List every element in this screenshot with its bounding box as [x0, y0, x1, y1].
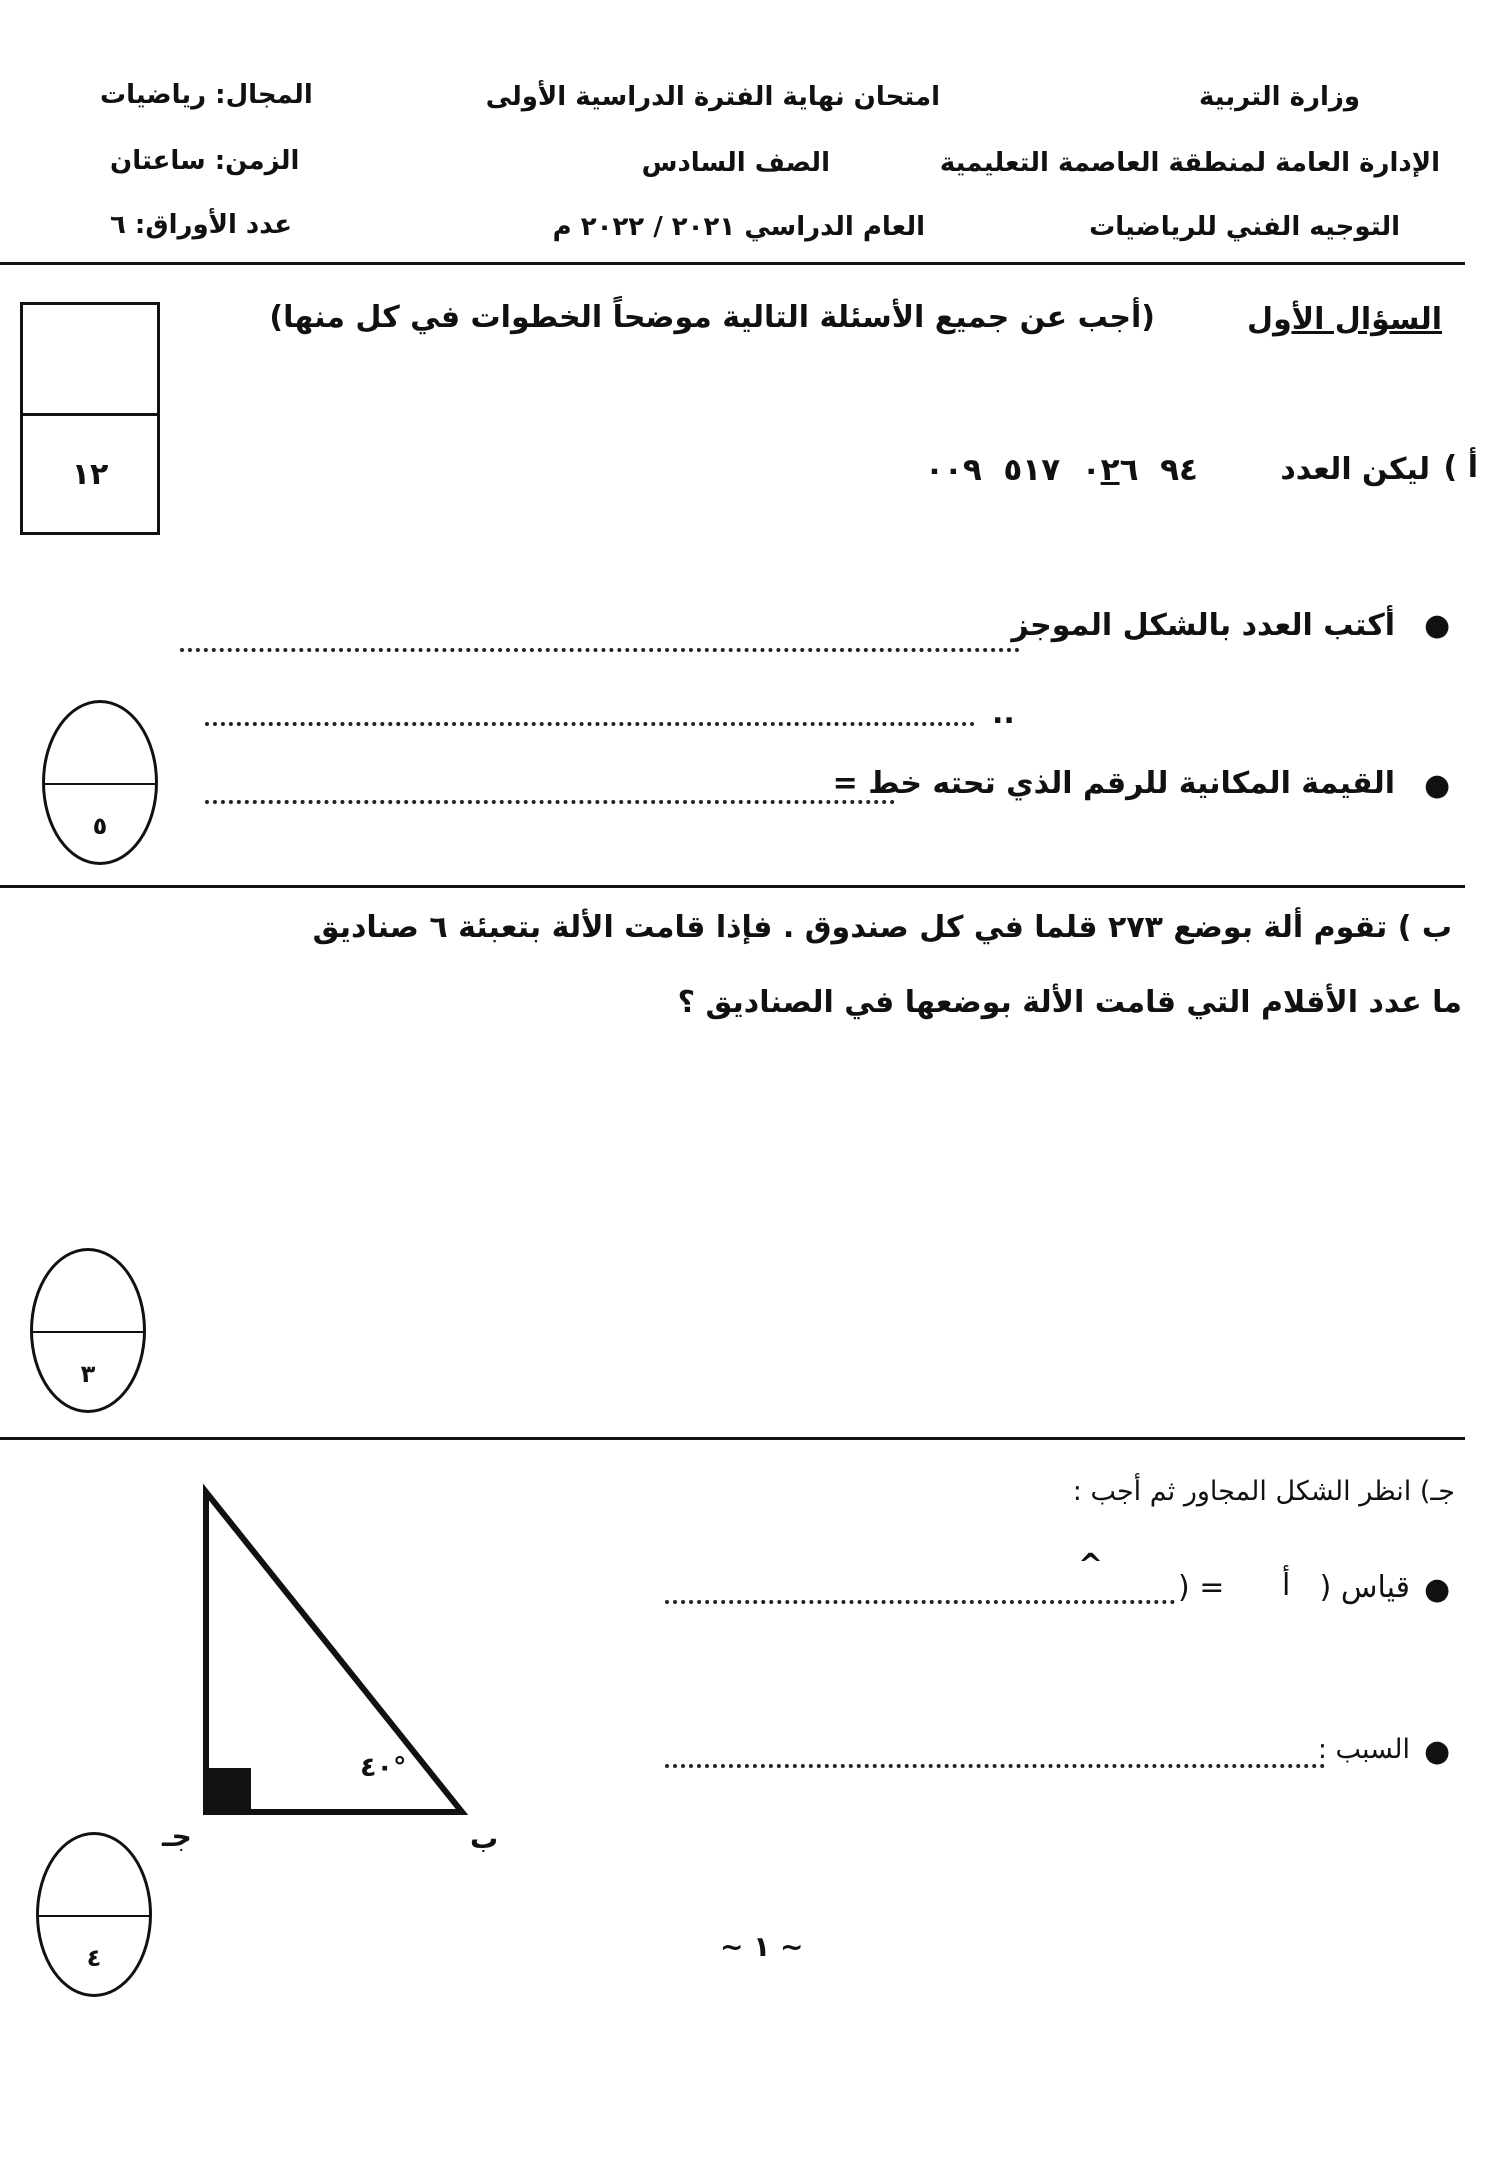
vertex-b-label: ب	[470, 1822, 499, 1855]
answer-line-continuation[interactable]	[205, 722, 975, 726]
continuation-mark: ..	[992, 696, 1015, 731]
number-group-2-tail: ٦	[1119, 452, 1139, 488]
header-school-year: العام الدراسي ٢٠٢١ / ٢٠٢٢ م	[552, 212, 925, 242]
header-grade: الصف السادس	[641, 148, 830, 178]
part-a-score: ٥	[92, 811, 108, 840]
header-ministry: وزارة التربية	[1198, 82, 1360, 112]
angle-letter: أ	[1282, 1568, 1291, 1603]
oval-divider	[45, 783, 155, 785]
part-a-bullet-1: أكتب العدد بالشكل الموجز	[1011, 608, 1395, 643]
number-group-1: ٩٤	[1160, 452, 1198, 488]
part-b-score: ٣	[80, 1359, 96, 1388]
answer-line-reason[interactable]	[665, 1764, 1325, 1768]
page-number: ~ ١ ~	[720, 1930, 804, 1963]
part-c-score: ٤	[86, 1943, 102, 1972]
bullet-dot: ●	[1424, 1572, 1451, 1607]
header-exam-title: امتحان نهاية الفترة الدراسية الأولى	[485, 82, 940, 112]
header-divider	[0, 262, 1465, 265]
part-a-prompt: ليكن العدد	[1280, 452, 1430, 487]
header-duration: الزمن: ساعتان	[110, 146, 300, 176]
header-subject: المجال: رياضيات	[100, 80, 313, 110]
part-b-score-oval	[30, 1248, 146, 1413]
angle-measure-close: ) =	[1178, 1570, 1225, 1605]
part-c-score-oval	[36, 1832, 152, 1997]
part-a-bullet-2: القيمة المكانية للرقم الذي تحته خط =	[832, 766, 1395, 801]
number-group-3: ٥١٧	[1003, 452, 1061, 488]
part-c-prompt: جـ) انظر الشكل المجاور ثم أجب :	[1072, 1476, 1455, 1507]
answer-line-angle[interactable]	[665, 1600, 1175, 1604]
oval-divider	[33, 1331, 143, 1333]
total-score-value: ١٢	[71, 457, 109, 492]
part-a-label: أ )	[1443, 450, 1478, 485]
part-b-line-1: ب ) تقوم ألة بوضع ٢٧٣ قلما في كل صندوق . فإذا قامت الألة بتعبئة ٦ صناديق	[312, 910, 1452, 945]
answer-line-place-value[interactable]	[205, 800, 895, 804]
angle-measure-label: قياس (	[1319, 1570, 1410, 1605]
number-group-2-lead: ٠	[1081, 452, 1101, 488]
total-score-divider	[23, 413, 157, 416]
angle-hat-icon: ^	[1078, 1548, 1104, 1583]
bullet-dot: ●	[1424, 768, 1451, 803]
question-1-instruction: (أجب عن جميع الأسئلة التالية موضحاً الخطوات في كل منها)	[269, 300, 1155, 335]
triangle-outline	[206, 1492, 462, 1812]
total-score-box	[20, 302, 160, 535]
vertex-c-label: جـ	[162, 1820, 192, 1853]
header-directorate: الإدارة العامة لمنطقة العاصمة التعليمية	[939, 148, 1440, 178]
part-a-score-oval	[42, 700, 158, 865]
number-group-2	[1082, 452, 1139, 488]
header-supervision: التوجيه الفني للرياضيات	[1089, 212, 1400, 242]
part-b-line-2: ما عدد الأقلام التي قامت الألة بوضعها في الصناديق ؟	[677, 985, 1462, 1020]
section-divider-a	[0, 885, 1465, 888]
bullet-dot: ●	[1424, 1734, 1451, 1769]
header-page-count: عدد الأوراق: ٦	[110, 210, 293, 240]
oval-divider	[39, 1915, 149, 1917]
underlined-digit: ٢	[1100, 452, 1120, 488]
section-divider-b	[0, 1437, 1465, 1440]
right-triangle-figure	[180, 1470, 520, 1870]
question-1-title: السؤال الأول	[1247, 302, 1442, 337]
part-a-number	[925, 452, 1198, 488]
number-group-4: ٠٠٩	[925, 452, 982, 488]
right-angle-marker	[209, 1768, 251, 1810]
bullet-dot: ●	[1424, 608, 1451, 643]
angle-value-label: ٤٠°	[360, 1752, 407, 1783]
reason-label: السبب :	[1317, 1734, 1410, 1765]
answer-line-short-form[interactable]	[180, 648, 1020, 652]
part-b-work-area[interactable]	[20, 1060, 1460, 1420]
